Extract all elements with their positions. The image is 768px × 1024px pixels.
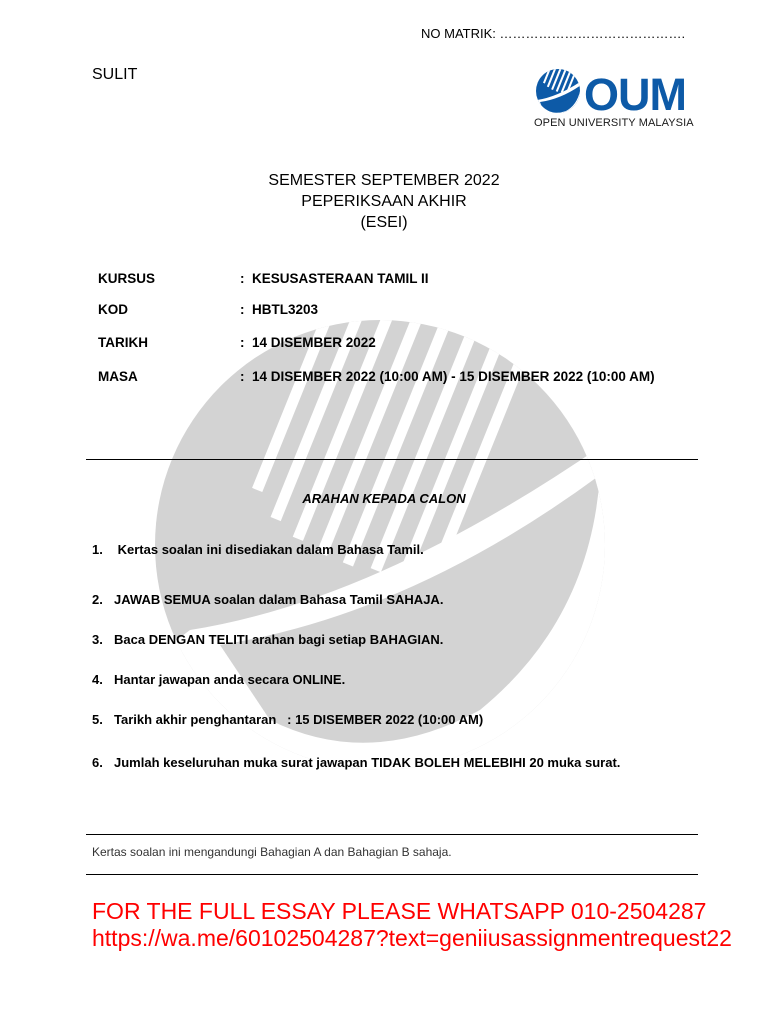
instruction-item [92,542,424,557]
footer-rule-bottom [86,874,698,875]
promo-link[interactable]: https://wa.me/60102504287?text=geniiusassignmentrequest22 [92,925,732,951]
footer-rule-top [86,834,698,835]
tarikh-label: TARIKH [98,335,148,350]
logo-subtitle: OPEN UNIVERSITY MALAYSIA [534,117,694,129]
instruction-text: JAWAB SEMUA soalan dalam Bahasa Tamil SAHAJA. [114,592,444,607]
instruction-item [92,632,443,647]
promo-whatsapp-text: FOR THE FULL ESSAY PLEASE WHATSAPP 010-2504287 [92,898,707,924]
masa-label: MASA [98,369,138,384]
instruction-text: Jumlah keseluruhan muka surat jawapan TIDAK BOLEH MELEBIHI 20 muka surat. [114,755,621,770]
instruction-item [92,592,443,607]
kursus-value: KESUSASTERAAN TAMIL II [252,271,429,286]
instruction-number: 2. [92,592,103,607]
instruction-number: 1. [92,542,103,557]
meta-colon: : [240,335,245,350]
exam-semester: SEMESTER SEPTEMBER 2022 [268,172,500,189]
instruction-text: Hantar jawapan anda secara ONLINE. [114,672,346,687]
meta-colon: : [240,271,245,286]
meta-colon: : [240,369,245,384]
instruction-number: 5. [92,712,103,727]
sulit-label: SULIT [92,66,138,83]
footer-note: Kertas soalan ini mengandungi Bahagian A dan Bahagian B sahaja. [92,845,452,859]
instruction-item [92,712,483,727]
masa-value: 14 DISEMBER 2022 (10:00 AM) - 15 DISEMBER 2022 (10:00 AM) [252,369,655,384]
instruction-text: Tarikh akhir penghantaran : 15 DISEMBER 2022 (10:00 AM) [114,712,484,727]
instruction-text: Baca DENGAN TELITI arahan bagi setiap BAHAGIAN. [114,632,444,647]
logo-wordmark: OUM [584,69,686,120]
kursus-label: KURSUS [98,271,156,286]
exam-type: PEPERIKSAAN AKHIR [301,193,467,210]
kod-value: HBTL3203 [252,302,319,317]
no-matrik-field: NO MATRIK: ……………………………………. [421,26,686,41]
tarikh-value: 14 DISEMBER 2022 [252,335,376,350]
instruction-number: 3. [92,632,103,647]
instructions-heading: ARAHAN KEPADA CALON [302,491,466,506]
kod-label: KOD [98,302,128,317]
instruction-item [92,672,345,687]
instruction-number: 6. [92,755,103,770]
instruction-text: Kertas soalan ini disediakan dalam Bahasa Tamil. [114,542,424,557]
section-divider [86,459,698,460]
instruction-number: 4. [92,672,103,687]
exam-format: (ESEI) [360,214,408,231]
instruction-item [92,755,620,770]
meta-colon: : [240,302,245,317]
